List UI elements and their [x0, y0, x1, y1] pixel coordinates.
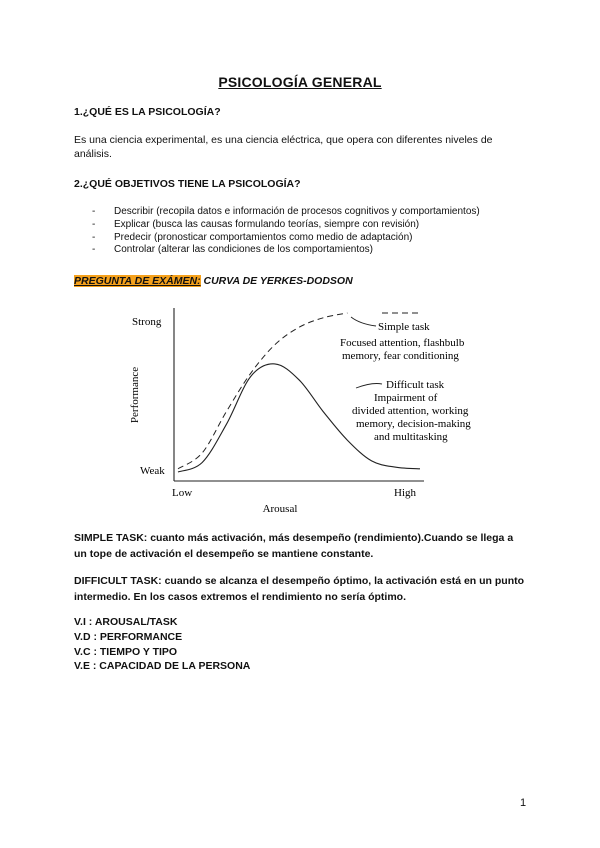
simple-task-paragraph [74, 530, 513, 562]
annotation-label: Difficult task [386, 379, 445, 391]
paragraph-line: DIFFICULT TASK: cuando se alcanza el desempeño óptimo, la activación está en un punto [74, 575, 525, 587]
objectives-list [92, 206, 480, 257]
list-item: - Controlar (alterar las condiciones de los comportamientos) [92, 244, 374, 256]
answer-line: análisis. [74, 147, 112, 160]
x-tick-label: Low [172, 487, 193, 499]
paragraph-line: SIMPLE TASK: cuanto más activación, más desempeño (rendimiento).Cuando se llega a [74, 532, 514, 544]
list-item-text: Controlar (alterar las condiciones de los comportamientos) [114, 244, 374, 256]
question-2-heading: 2.¿QUÉ OBJETIVOS TIENE LA PSICOLOGÍA? [74, 178, 301, 190]
annotation-text: and multitasking [374, 431, 448, 443]
simple-task-curve [178, 313, 347, 469]
x-tick-label: High [394, 487, 416, 499]
list-item-text: Describir (recopila datos e información de procesos cognitivos y comportamientos) [114, 206, 480, 217]
difficult-task-paragraph [74, 573, 524, 605]
variable-item: V.D : PERFORMANCE [74, 630, 183, 643]
annotation-text: Focused attention, flashbulb [340, 337, 465, 349]
variable-item: V.I : AROUSAL/TASK [74, 616, 178, 628]
list-item: - Explicar (busca las causas formulando teorías, siempre con revisión) [92, 218, 420, 230]
variable-item: V.E : CAPACIDAD DE LA PERSONA [74, 660, 251, 673]
yerkes-dodson-chart [120, 300, 471, 515]
annotation-label: Simple task [378, 321, 430, 333]
exam-question [74, 275, 353, 287]
list-item-text: Predecir (pronosticar comportamientos como medio de adaptación) [114, 231, 413, 243]
simple-task-pointer [351, 317, 376, 326]
annotation-text: divided attention, working [352, 405, 469, 417]
question-1-answer [74, 134, 493, 161]
list-item: - Describir (recopila datos e información de procesos cognitivos y comportamientos) [92, 206, 480, 217]
exam-highlight: PREGUNTA DE EXÁMEN: [74, 275, 201, 287]
page-number: 1 [520, 797, 527, 809]
annotation-text: memory, fear conditioning [342, 350, 459, 362]
paragraph-line: intermedio. En los casos extremos el rendimiento no sería óptimo. [74, 591, 407, 603]
x-axis-title: Arousal [262, 503, 298, 515]
annotation-text: memory, decision-making [356, 418, 471, 430]
answer-line: Es una ciencia experimental, es una ciencia eléctrica, que opera con diferentes niveles de [74, 134, 493, 146]
list-item: - Predecir (pronosticar comportamientos como medio de adaptación) [92, 231, 413, 243]
y-tick-label: Weak [140, 465, 165, 477]
y-axis-title: Performance [129, 366, 141, 424]
y-tick-label: Strong [132, 316, 162, 328]
question-1-heading: 1.¿QUÉ ES LA PSICOLOGÍA? [74, 106, 221, 118]
variables-list [74, 615, 250, 674]
paragraph-line: un tope de activación el desempeño se mantiene constante. [74, 548, 374, 560]
list-item-text: Explicar (busca las causas formulando teorías, siempre con revisión) [114, 218, 420, 230]
difficult-task-pointer [356, 384, 382, 389]
page-title: PSICOLOGÍA GENERAL [218, 74, 382, 90]
variable-item: V.C : TIEMPO Y TIPO [74, 645, 178, 658]
annotation-text: Impairment of [374, 392, 438, 404]
exam-topic: CURVA DE YERKES-DODSON [203, 275, 353, 287]
